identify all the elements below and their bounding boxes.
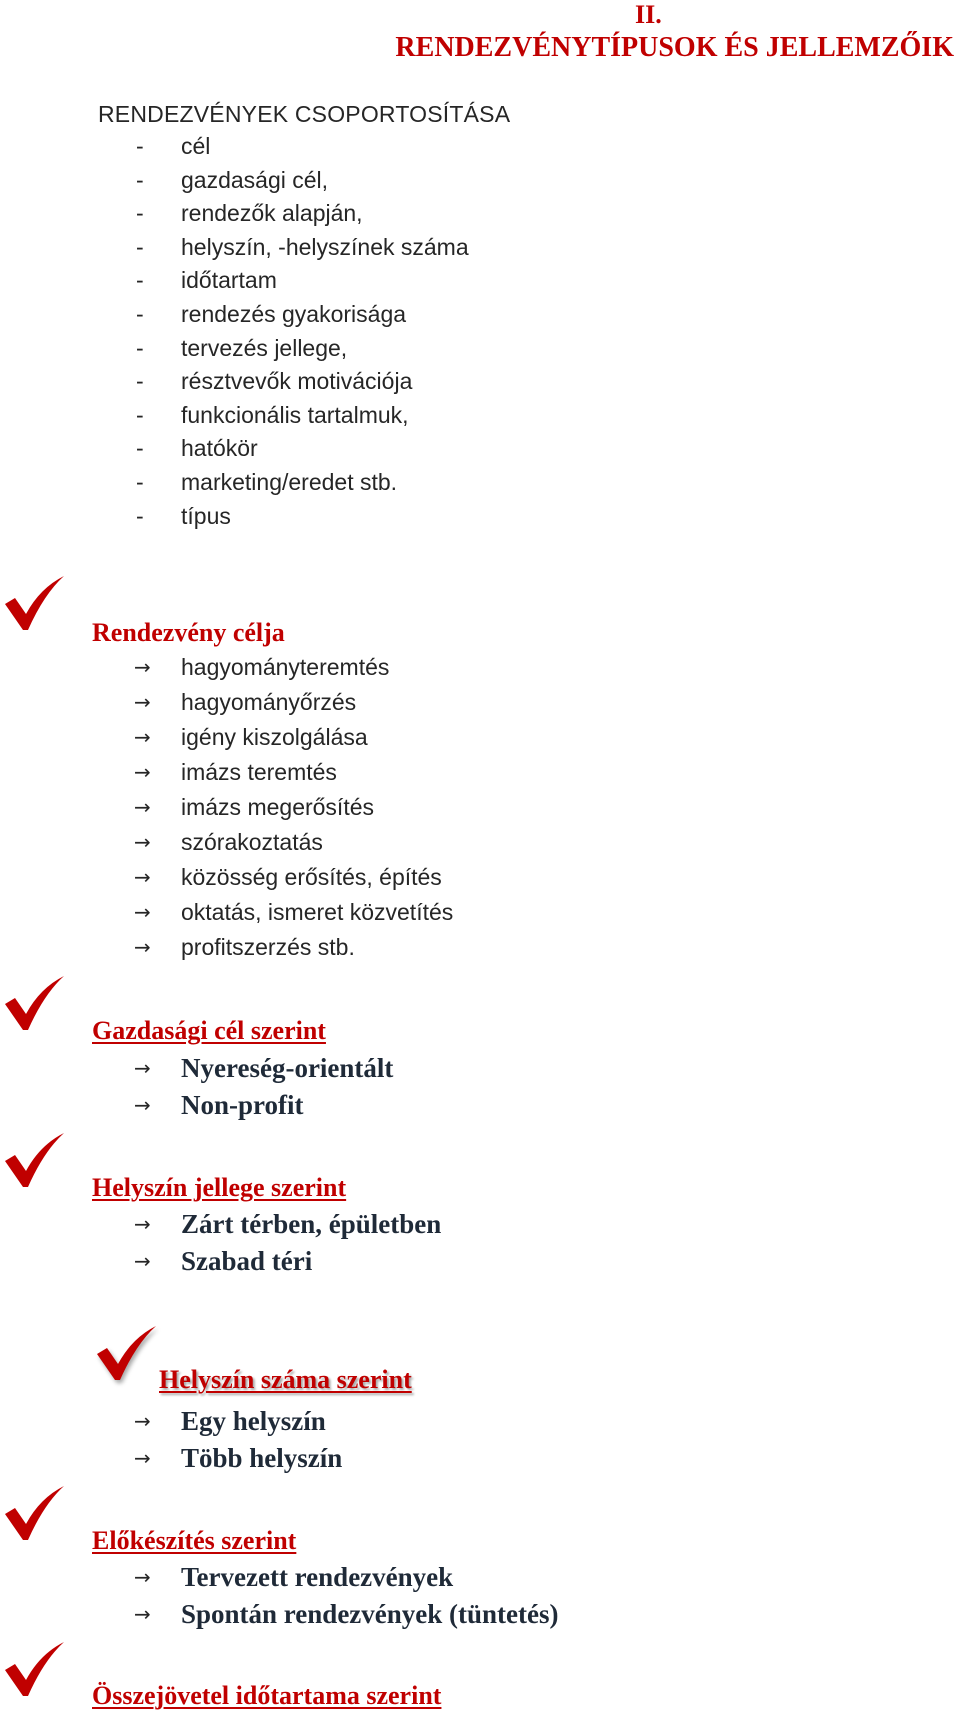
economic-list [134,1050,393,1123]
list-item: - gazdasági cél, [98,164,510,198]
purpose-list [134,650,453,965]
list-item: - marketing/eredet stb. [98,466,510,500]
list-item: - cél [98,130,510,164]
list-item: → igény kiszolgálása [134,720,453,755]
list-item: → Egy helyszín [134,1403,342,1440]
list-item: → profitszerzés stb. [134,930,453,965]
section-title-purpose: Rendezvény célja [92,618,285,647]
dash-bullet: - [136,334,144,361]
list-item: → Több helyszín [134,1440,342,1477]
section-title-duration: Összejövetel időtartama szerint [92,1681,442,1710]
right-arrow-icon: → [134,725,151,749]
chapter-title: RENDEZVÉNYTÍPUSOK ÉS JELLEMZŐIK [395,32,954,63]
check-mark-icon [94,1324,158,1382]
list-item: - típus [98,500,510,534]
dash-bullet: - [136,200,144,227]
list-item: → hagyományőrzés [134,685,453,720]
section-title-economic: Gazdasági cél szerint [92,1016,326,1045]
list-item: - időtartam [98,264,510,298]
right-arrow-icon: → [134,1212,151,1236]
grouping-list [98,130,510,533]
right-arrow-icon: → [134,1565,151,1589]
right-arrow-icon: → [134,830,151,854]
list-item: - rendezés gyakorisága [98,298,510,332]
dash-bullet: - [136,468,144,495]
right-arrow-icon: → [134,795,151,819]
section-title-preparation: Előkészítés szerint [92,1526,297,1555]
right-arrow-icon: → [134,1056,151,1080]
list-item: - rendezők alapján, [98,197,510,231]
dash-bullet: - [136,267,144,294]
list-item: → Spontán rendezvények (tüntetés) [134,1596,559,1633]
list-item: - résztvevők motivációja [98,365,510,399]
dash-bullet: - [136,435,144,462]
page-header [354,0,954,70]
section-title-venue-type: Helyszín jellege szerint [92,1173,347,1202]
check-mark-icon [2,1640,66,1698]
right-arrow-icon: → [134,1601,151,1626]
list-item: → hagyományteremtés [134,650,453,685]
check-mark-icon [2,574,66,632]
dash-bullet: - [136,233,144,260]
check-mark-icon [2,1484,66,1542]
list-item: → Zárt térben, épületben [134,1206,441,1243]
venue-type-list [134,1206,441,1279]
chapter-number: II. [635,0,662,29]
right-arrow-icon: → [134,935,151,959]
right-arrow-icon: → [134,1409,151,1433]
list-item: → Tervezett rendezvények [134,1559,559,1596]
list-item: → Szabad téri [134,1243,441,1280]
list-item: - funkcionális tartalmuk, [98,399,510,433]
list-item: → szórakoztatás [134,825,453,860]
dash-bullet: - [136,133,144,159]
right-arrow-icon: → [134,690,151,714]
grouping-heading: RENDEZVÉNYEK CSOPORTOSÍTÁSA [98,101,511,127]
right-arrow-icon: → [134,1248,151,1273]
list-item: - hatókör [98,432,510,466]
check-mark-icon [2,1131,66,1189]
right-arrow-icon: → [134,1445,151,1470]
list-item: - helyszín, -helyszínek száma [98,231,510,265]
dash-bullet: - [136,300,144,327]
list-item: → imázs teremtés [134,755,453,790]
right-arrow-icon: → [134,655,151,679]
right-arrow-icon: → [134,900,151,924]
list-item: → imázs megerősítés [134,790,453,825]
venue-count-list [134,1403,342,1476]
dash-bullet: - [136,502,144,529]
right-arrow-icon: → [134,1092,151,1117]
dash-bullet: - [136,368,144,395]
list-item: → Nyereség-orientált [134,1050,393,1087]
dash-bullet: - [136,401,144,428]
right-arrow-icon: → [134,865,151,889]
list-item: → oktatás, ismeret közvetítés [134,895,453,930]
check-mark-icon [2,974,66,1032]
right-arrow-icon: → [134,760,151,784]
preparation-list [134,1559,559,1632]
list-item: → Non-profit [134,1087,393,1124]
section-title-venue-count: Helyszín száma szerint [159,1365,412,1394]
list-item: → közösség erősítés, építés [134,860,453,895]
dash-bullet: - [136,166,144,193]
grouping-block [98,98,510,533]
list-item: - tervezés jellege, [98,332,510,366]
